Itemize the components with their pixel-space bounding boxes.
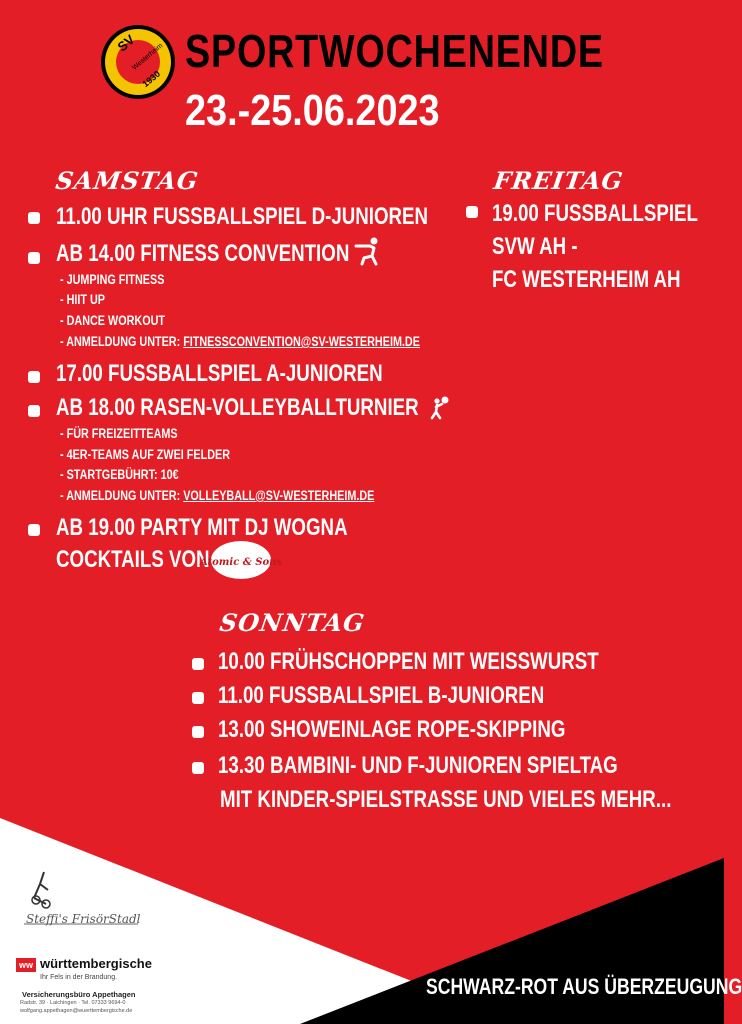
salon-name: Steffi's FrisörStadl xyxy=(26,912,141,926)
list-item: MIT KINDER-SPIELSTRASSE UND VIELES MEHR... xyxy=(220,786,672,813)
list-item: 17.00 FUSSBALLSPIEL A-JUNIOREN xyxy=(56,360,383,387)
freitag-line: 19.00 FUSSBALLSPIEL xyxy=(492,200,698,227)
day-label-samstag: SAMSTAG xyxy=(53,166,201,195)
bullet xyxy=(192,658,204,670)
list-item: AB 19.00 PARTY MIT DJ WOGNA xyxy=(56,514,348,541)
atomic-sons-logo xyxy=(199,540,283,580)
bullet xyxy=(28,524,40,536)
bullet xyxy=(28,405,40,417)
freitag-line: FC WESTERHEIM AH xyxy=(492,266,681,293)
brand-logotype: Atomic & Sons xyxy=(199,557,283,568)
bullet xyxy=(28,371,40,383)
signup-prefix: - ANMELDUNG UNTER: xyxy=(60,488,184,503)
bullet xyxy=(28,212,40,224)
list-item: AB 18.00 RASEN-VOLLEYBALLTURNIER xyxy=(56,394,419,421)
insurer-tagline: Ihr Fels in der Brandung. xyxy=(40,974,118,981)
list-item: 11.00 UHR FUSSBALLSPIEL D-JUNIOREN xyxy=(56,203,429,230)
footer-slogan: SCHWARZ-ROT AUS ÜBERZEUGUNG xyxy=(426,974,742,999)
volleyball-icon xyxy=(426,396,450,420)
sub-item: - 4ER-TEAMS AUF ZWEI FELDER xyxy=(60,447,230,462)
signup-prefix: - ANMELDUNG UNTER: xyxy=(60,334,184,349)
event-dates: 23.-25.06.2023 xyxy=(185,86,440,135)
club-logo xyxy=(100,24,176,100)
logo-letters: SV xyxy=(114,31,138,55)
bullet xyxy=(466,206,478,218)
fitness-icon xyxy=(352,236,382,266)
sub-item: - HIIT UP xyxy=(60,292,105,307)
logo-year: 1930 xyxy=(140,68,163,90)
logo-ring-text: Westerheim xyxy=(131,42,165,72)
day-label-sonntag: SONNTAG xyxy=(217,608,367,637)
insurer-name: württembergische xyxy=(40,956,152,971)
insurer-badge: ww xyxy=(16,958,36,972)
sub-item: - JUMPING FITNESS xyxy=(60,272,165,287)
bullet xyxy=(28,252,40,264)
agency-name: Versicherungsbüro Appethagen xyxy=(22,990,136,999)
sub-item: - STARTGEBÜHRT: 10€ xyxy=(60,467,179,482)
freitag-line: SVW AH - xyxy=(492,233,578,260)
list-item: AB 14.00 FITNESS CONVENTION xyxy=(56,240,350,267)
list-item: COCKTAILS VON xyxy=(56,546,210,573)
agency-address: Radstr. 39 · Laichingen · Tel. 07333 9694-0 xyxy=(20,1000,126,1006)
list-item: 13.30 BAMBINI- UND F-JUNIOREN SPIELTAG xyxy=(218,752,618,779)
sub-item: - FÜR FREIZEITTEAMS xyxy=(60,426,178,441)
list-item: 11.00 FUSSBALLSPIEL B-JUNIOREN xyxy=(218,682,545,709)
day-label-freitag: FREITAG xyxy=(491,166,626,195)
signup-line xyxy=(60,334,420,349)
list-item: 10.00 FRÜHSCHOPPEN MIT WEISSWURST xyxy=(218,648,599,675)
page-title: SPORTWOCHENENDE xyxy=(185,25,604,77)
list-item: 13.00 SHOWEINLAGE ROPE-SKIPPING xyxy=(218,716,566,743)
agency-email: wolfgang.appethagen@wuerttembergische.de xyxy=(20,1008,133,1014)
fitness-email-link[interactable]: FITNESSCONVENTION@SV-WESTERHEIM.DE xyxy=(183,334,420,349)
volleyball-email-link[interactable]: VOLLEYBALL@SV-WESTERHEIM.DE xyxy=(183,488,375,503)
bullet xyxy=(192,762,204,774)
signup-line xyxy=(60,488,374,503)
sub-item: - DANCE WORKOUT xyxy=(60,313,165,328)
bullet xyxy=(192,726,204,738)
bullet xyxy=(192,692,204,704)
